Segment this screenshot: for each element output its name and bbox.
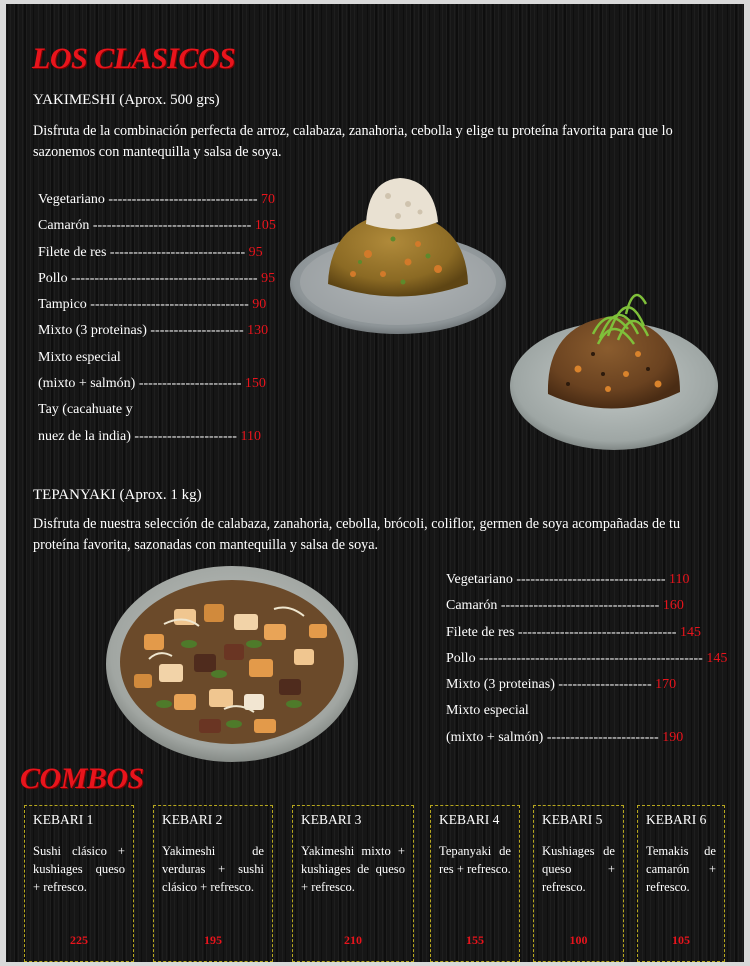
menu-line: Pollo ---------------------------------------- 95 (38, 270, 276, 286)
price: 95 (248, 244, 263, 260)
combo-card-kebari-6 (637, 805, 725, 962)
combo-card-kebari-5 (533, 805, 624, 962)
yakimeshi-plate-photo (288, 174, 510, 339)
combo-card-kebari-1 (24, 805, 134, 962)
combo-name: KEBARI 2 (162, 812, 223, 827)
menu-line: Mixto (3 proteinas) -------------------- 170 (446, 677, 677, 693)
combo-description: Sushi clásico + kushiages queso + refresco. (33, 844, 125, 894)
menu-line: Pollo ------------------------------------------------ 145 (446, 650, 728, 666)
combo-name: KEBARI 5 (542, 812, 603, 827)
combo-price: 100 (569, 933, 588, 947)
combo-name: KEBARI 4 (439, 812, 500, 827)
combo-card-kebari-2 (153, 805, 273, 962)
menu-line: Mixto especial (38, 349, 121, 365)
combo-price: 225 (70, 933, 88, 947)
price: 90 (252, 297, 267, 313)
combo-description: Yakimeshi de verduras + sushi clásico + refresco. (162, 844, 264, 894)
combo-description: Temakis de camarón + refresco. (646, 844, 716, 894)
tepanyaki-heading: TEPANYAKI (Aprox. 1 kg) (33, 487, 202, 503)
section-title-clasicos: LOS CLASICOS (32, 42, 236, 75)
yakimeshi-heading: YAKIMESHI (Aprox. 500 grs) (33, 92, 220, 108)
price: 190 (662, 729, 684, 745)
combo-card-kebari-3 (292, 805, 414, 962)
combo-price: 105 (672, 933, 690, 947)
combo-price: 195 (204, 933, 222, 947)
tepanyaki-plate-photo (104, 564, 360, 764)
price: 145 (706, 650, 728, 666)
combo-price: 210 (344, 933, 362, 947)
menu-line: Filete de res ---------------------------------- 145 (446, 624, 701, 640)
menu-line: Camarón ---------------------------------- 105 (38, 218, 276, 234)
menu-line: Vegetariano -------------------------------- 70 (38, 192, 276, 207)
menu-line: (mixto + salmón) ------------------------ 190 (446, 729, 684, 745)
price: 105 (254, 218, 276, 234)
price: 130 (247, 323, 269, 339)
menu-line: Tampico ---------------------------------- 90 (38, 297, 267, 313)
menu-line: Tay (cacahuate y (38, 402, 133, 418)
combo-name: KEBARI 3 (301, 812, 362, 827)
combo-description: Tepanyaki de res + refresco. (439, 844, 511, 876)
menu-line: Mixto especial (446, 703, 529, 719)
menu-line: Camarón ---------------------------------- 160 (446, 598, 684, 614)
price: 150 (244, 376, 266, 392)
combo-description: Kushiages de queso + refresco. (542, 844, 615, 894)
menu-line: Mixto (3 proteinas) -------------------- 130 (38, 323, 269, 339)
menu-line: Filete de res ----------------------------- 95 (38, 244, 263, 260)
tepanyaki-description: Disfruta de nuestra selección de calabaza, zanahoria, cebolla, brócoli, coliflor, germen de soya acompañadas de tu proteína favorita, sazonadas con mantequilla y salsa de soya. (33, 516, 681, 553)
price: 170 (655, 677, 677, 693)
price: 160 (662, 598, 684, 614)
combo-name: KEBARI 6 (646, 812, 707, 827)
price: 95 (261, 270, 276, 286)
menu-page (6, 4, 744, 962)
price: 145 (679, 624, 701, 640)
menu-line: Vegetariano -------------------------------- 110 (446, 572, 690, 587)
yakimeshi-description: Disfruta de la combinación perfecta de arroz, calabaza, zanahoria, cebolla y elige tu proteína favorita para que lo sazonemos con mantequilla y salsa de soya. (33, 123, 673, 160)
price: 70 (261, 192, 276, 207)
tepanyaki-price-list (446, 567, 728, 751)
combo-card-kebari-4 (430, 805, 520, 962)
yakimeshi-plate-photo-2 (508, 274, 722, 454)
yakimeshi-price-list (38, 187, 298, 450)
combo-name: KEBARI 1 (33, 812, 94, 827)
price: 110 (240, 428, 261, 444)
combo-price: 155 (466, 933, 484, 947)
price: 110 (669, 572, 690, 587)
menu-line: nuez de la india) ---------------------- 110 (38, 428, 261, 444)
combo-description: Yakimeshi mixto + kushiages de queso + refresco. (301, 844, 405, 894)
section-title-combos: COMBOS (20, 762, 144, 795)
menu-line: (mixto + salmón) ---------------------- 150 (38, 376, 266, 392)
